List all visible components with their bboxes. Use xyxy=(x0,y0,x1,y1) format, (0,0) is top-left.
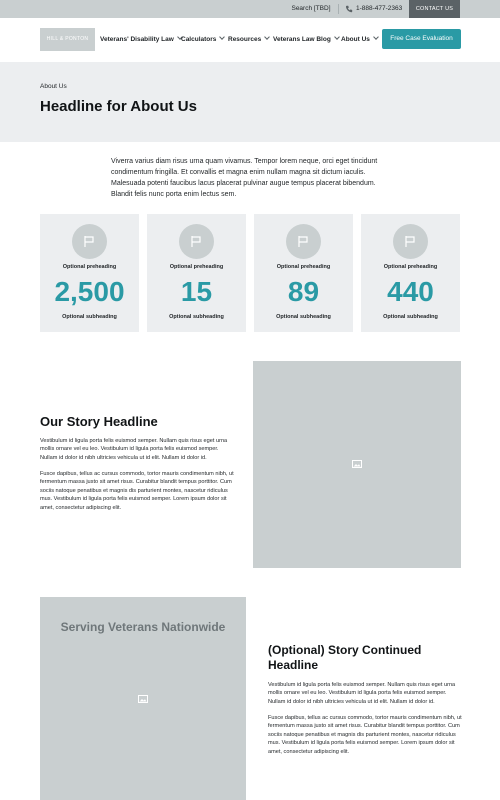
nav-item-label: Veterans Law Blog xyxy=(273,36,331,43)
flag-icon xyxy=(404,235,417,248)
flag-icon xyxy=(297,235,310,248)
nav-item-label: Calculators xyxy=(181,36,217,43)
utility-bar xyxy=(0,0,500,18)
story-paragraph: Vestibulum id ligula porta felis euismod semper. Nullam quis risus eget urna mollis ornare vel eu leo. Vestibulum id ligula porta felis euismod semper. Nullam id dolor id nibh ultricies vehicula ut id elit. Nullam id dolor id. xyxy=(40,438,228,461)
chevron-down-icon xyxy=(220,34,226,40)
story-continued-paragraph: Vestibulum id ligula porta felis euismod semper. Nullam quis risus eget urna mollis ornare vel eu leo. Vestibulum id ligula porta felis euismod semper. Nullam id dolor id nibh ultricies vehicula ut id elit. Nullam id dolor id. xyxy=(268,682,456,705)
page-title: Headline for About Us xyxy=(40,98,197,115)
story-image-placeholder xyxy=(253,361,461,568)
stat-value: 440 xyxy=(387,276,434,307)
nav-item-veterans-law-blog[interactable] xyxy=(273,35,339,45)
stat-value: 15 xyxy=(180,276,213,307)
stat-subheading: Optional subheading xyxy=(62,314,117,320)
stat-subheading: Optional subheading xyxy=(383,314,438,320)
chevron-down-icon xyxy=(334,34,340,40)
nav-item-calculators[interactable] xyxy=(181,35,224,45)
serving-veterans-heading: Serving Veterans Nationwide xyxy=(60,620,226,634)
stat-subheading: Optional subheading xyxy=(276,314,331,320)
story-headline: Our Story Headline xyxy=(40,414,158,429)
stat-value: 89 xyxy=(287,276,320,307)
nav-item-label: Veterans' Disability Law xyxy=(100,36,174,43)
main-nav xyxy=(0,18,500,62)
nav-item-about-us[interactable] xyxy=(341,35,378,45)
nav-item-label: Resources xyxy=(228,36,262,43)
utility-divider xyxy=(338,4,339,14)
nav-item-label: About Us xyxy=(341,36,370,43)
search-link[interactable]: Search [TBD] xyxy=(291,5,331,12)
page-hero xyxy=(0,62,500,142)
image-icon xyxy=(352,460,362,468)
breadcrumb[interactable]: About Us xyxy=(40,83,67,90)
intro-paragraph: Viverra varius diam risus urna quam vivamus. Tempor lorem neque, orci eget tincidunt condimentum fringilla. Et convallis et magna enim nullam magna sit dictum iaculis. Malesuada potenti faucibus lacus placerat pulvinar augue tempus placerat bibendum. Blandit felis nunc porta enim lectus sem. xyxy=(111,158,378,198)
stat-card xyxy=(147,214,246,332)
image-icon xyxy=(138,695,148,703)
stat-icon-circle xyxy=(286,224,321,259)
stat-preheading: Optional preheading xyxy=(62,264,117,270)
flag-icon xyxy=(83,235,96,248)
stat-card xyxy=(40,214,139,332)
stat-icon-circle xyxy=(393,224,428,259)
contact-us-button[interactable]: CONTACT US xyxy=(409,0,460,18)
story-continued-paragraph: Fusce dapibus, tellus ac cursus commodo, tortor mauris condimentum nibh, ut fermentum massa justo sit amet risus. Curabitur blandit tempus porttitor. Cum sociis natoque penatibus et magnis dis parturient montes, nascetur ridiculus mus. Vestibulum id ligula porta felis euismod semper. Lorem ipsum dolor sit amet, consectetur adipiscing elit. xyxy=(268,715,462,755)
nav-item-veterans-disability-law[interactable] xyxy=(100,35,182,45)
serving-image-placeholder xyxy=(40,597,246,800)
chevron-down-icon xyxy=(373,34,379,40)
free-case-evaluation-button[interactable]: Free Case Evaluation xyxy=(382,29,461,49)
stat-card xyxy=(254,214,353,332)
chevron-down-icon xyxy=(264,34,270,40)
nav-item-resources[interactable] xyxy=(228,35,269,45)
phone-icon xyxy=(345,5,353,13)
stat-icon-circle xyxy=(72,224,107,259)
stat-icon-circle xyxy=(179,224,214,259)
stat-subheading: Optional subheading xyxy=(169,314,224,320)
phone-link[interactable]: 1-888-477-2363 xyxy=(356,5,403,12)
stat-value: 2,500 xyxy=(54,276,125,307)
stat-preheading: Optional preheading xyxy=(276,264,331,270)
story-continued-headline: (Optional) Story Continued Headline xyxy=(268,643,422,672)
stat-preheading: Optional preheading xyxy=(169,264,224,270)
story-paragraph: Fusce dapibus, tellus ac cursus commodo, tortor mauris condimentum nibh, ut fermentum massa justo sit amet risus. Curabitur blandit tempus porttitor. Cum sociis natoque penatibus et magnis dis parturient montes, nascetur ridiculus mus. Vestibulum id ligula porta felis euismod semper. Lorem ipsum dolor sit amet, consectetur adipiscing elit. xyxy=(40,471,234,511)
flag-icon xyxy=(190,235,203,248)
logo[interactable]: HILL & PONTON xyxy=(40,28,95,51)
stat-card xyxy=(361,214,460,332)
stat-preheading: Optional preheading xyxy=(383,264,438,270)
